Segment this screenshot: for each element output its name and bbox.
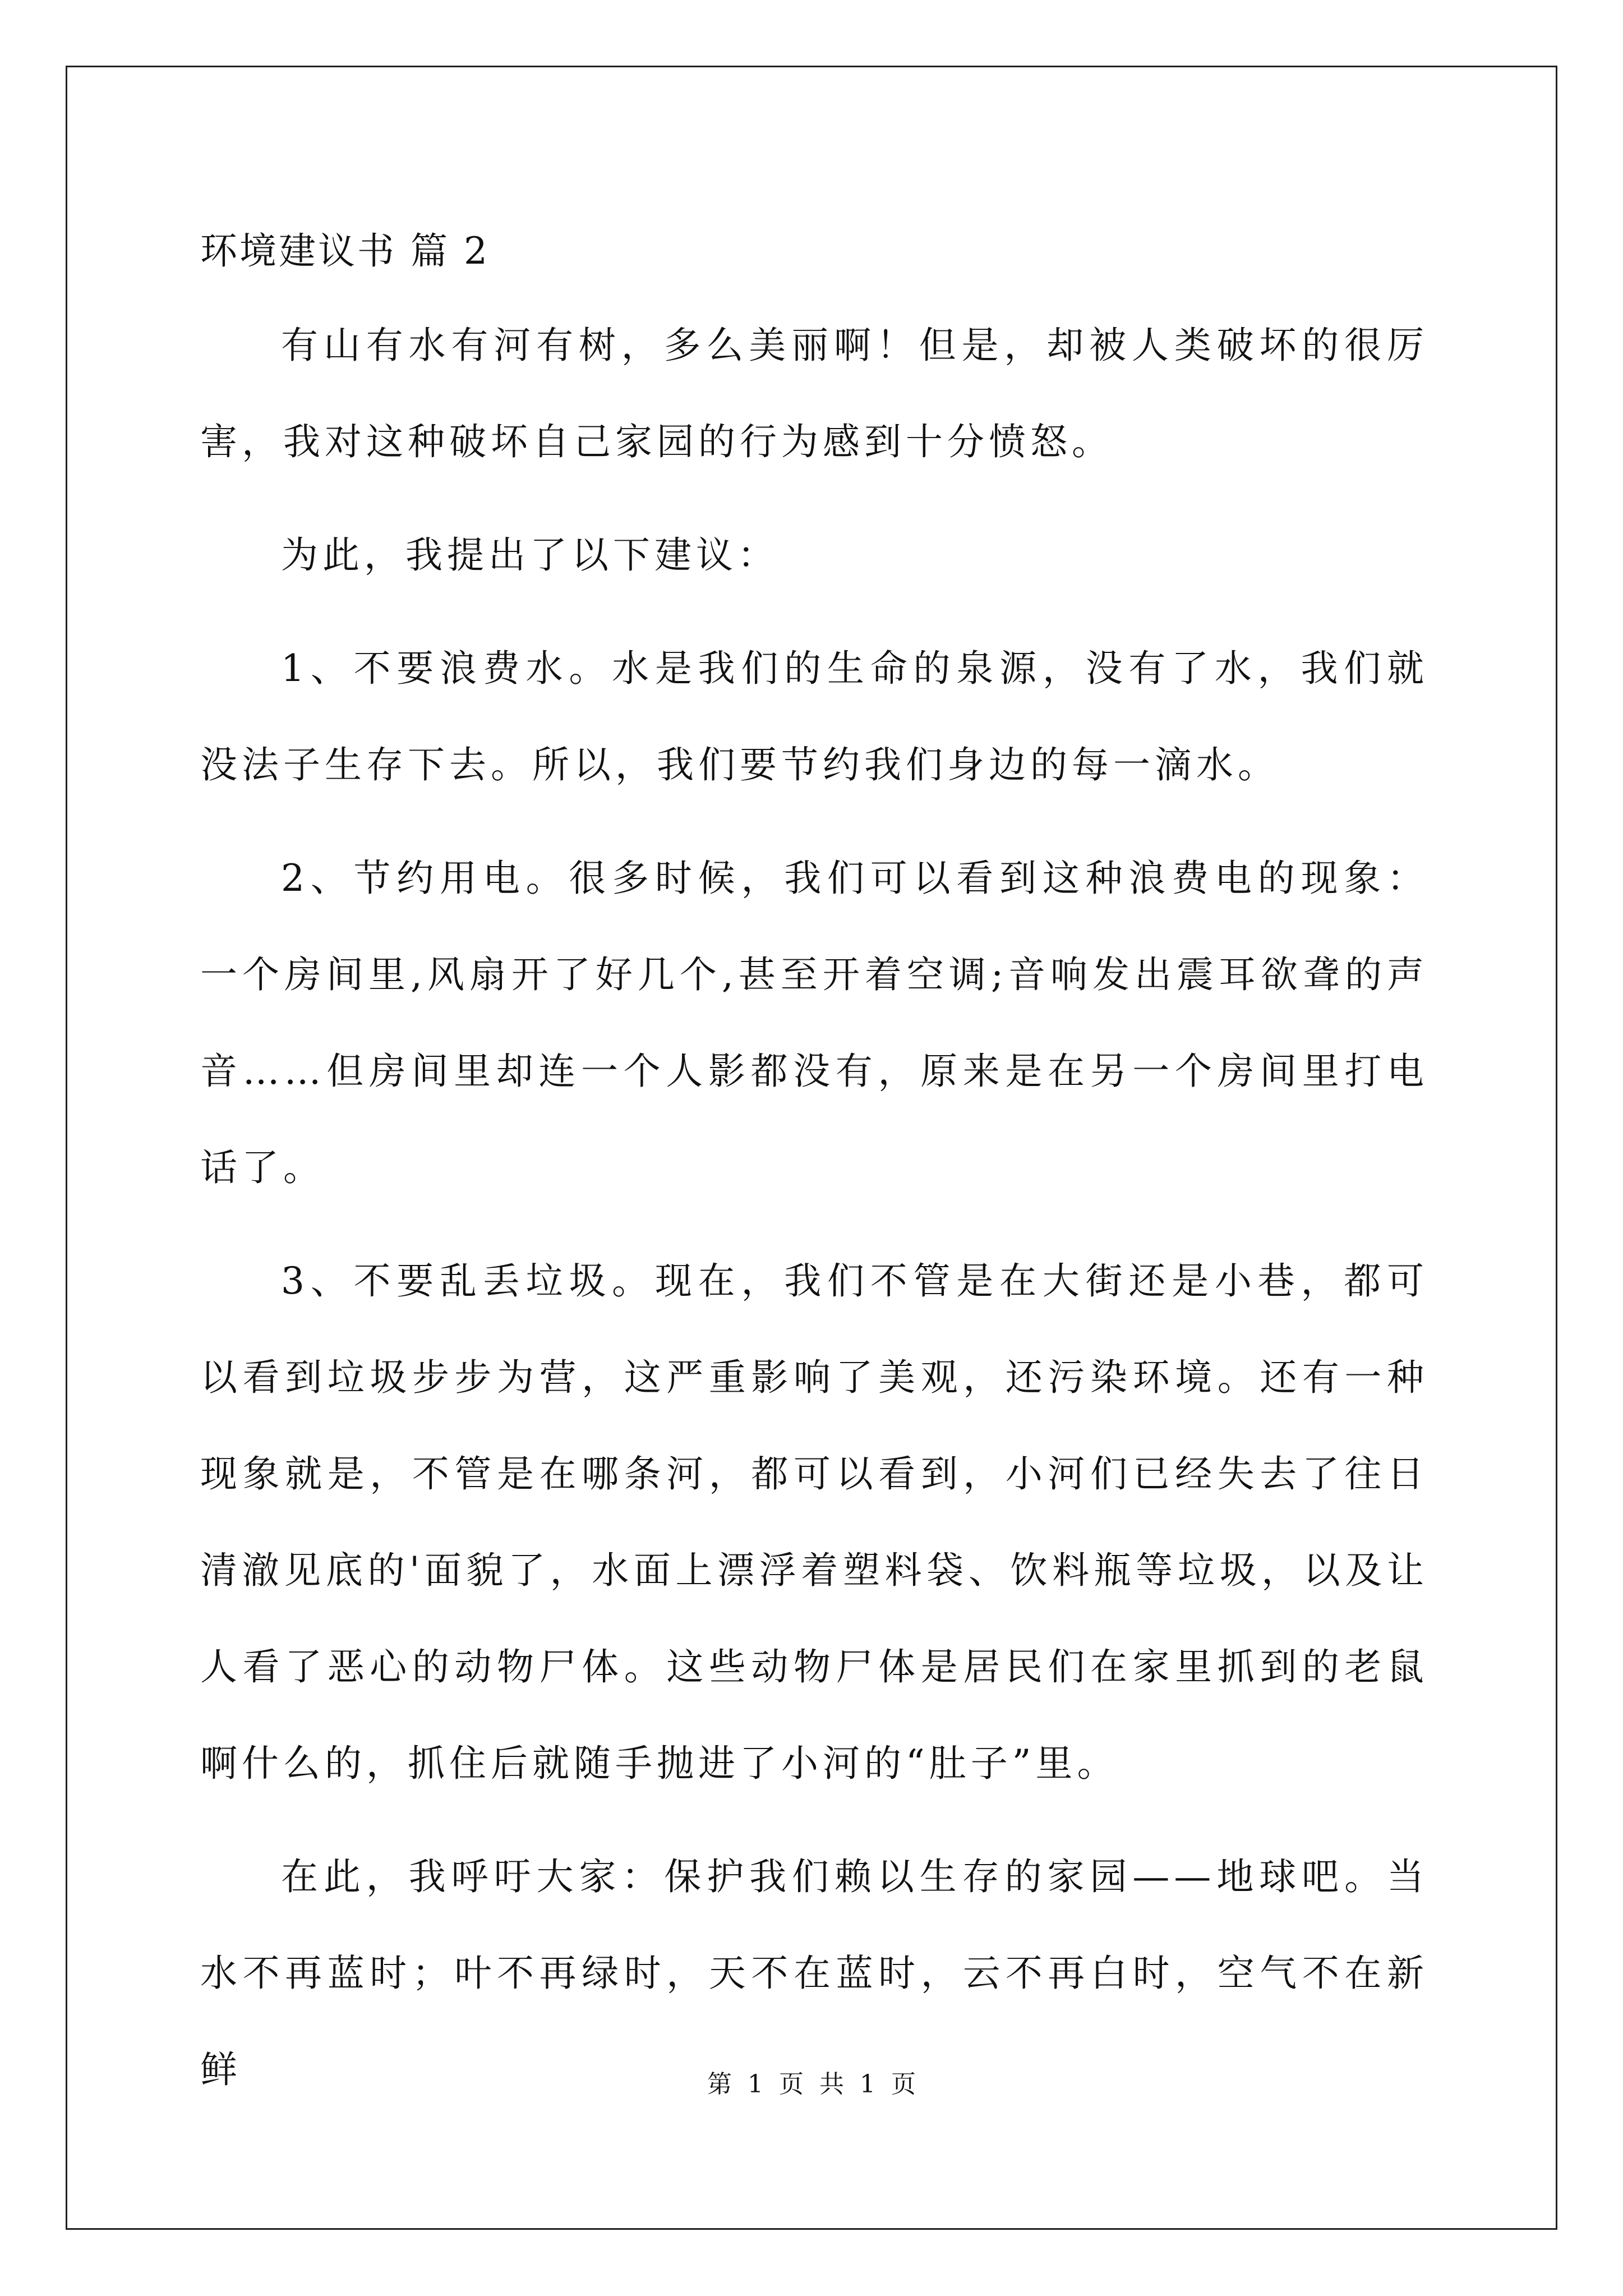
paragraph-suggestion-2: 2、节约用电。很多时候，我们可以看到这种浪费电的现象：一个房间里,风扇开了好几个,甚至开着空调;音响发出震耳欲聋的声音……但房间里却连一个人影都没有，原来是在另一个房间里打电话了。	[200, 857, 1428, 1189]
paragraph-intro: 有山有水有河有树，多么美丽啊！但是，却被人类破坏的很厉害，我对这种破坏自己家园的行为感到十分愤怒。	[200, 324, 1428, 463]
document-body	[200, 297, 1428, 2135]
paragraph-suggestion-1: 1、不要浪费水。水是我们的生命的泉源，没有了水，我们就没法子生存下去。所以，我们要节约我们身边的每一滴水。	[200, 647, 1428, 786]
page-number-footer: 第 1 页 共 1 页	[707, 2070, 916, 2099]
paragraph-lead-in: 为此，我提出了以下建议：	[281, 533, 779, 577]
paragraph-suggestion-3: 3、不要乱丢垃圾。现在，我们不管是在大街还是小巷，都可以看到垃圾步步为营，这严重影响了美观，还污染环境。还有一种现象就是，不管是在哪条河，都可以看到，小河们已经失去了往日清澈见底的'面貌了，水面上漂浮着塑料袋、饮料瓶等垃圾，以及让人看了恶心的动物尸体。这些动物尸体是居民们在家里抓到的老鼠啊什么的，抓住后就随手抛进了小河的“肚子”里。	[200, 1259, 1428, 1785]
paragraph-appeal: 在此，我呼吁大家：保护我们赖以生存的家园——地球吧。当水不再蓝时；叶不再绿时，天不在蓝时，云不再白时，空气不在新鲜	[200, 1855, 1428, 2091]
document-title: 环境建议书 篇 2	[200, 229, 490, 273]
